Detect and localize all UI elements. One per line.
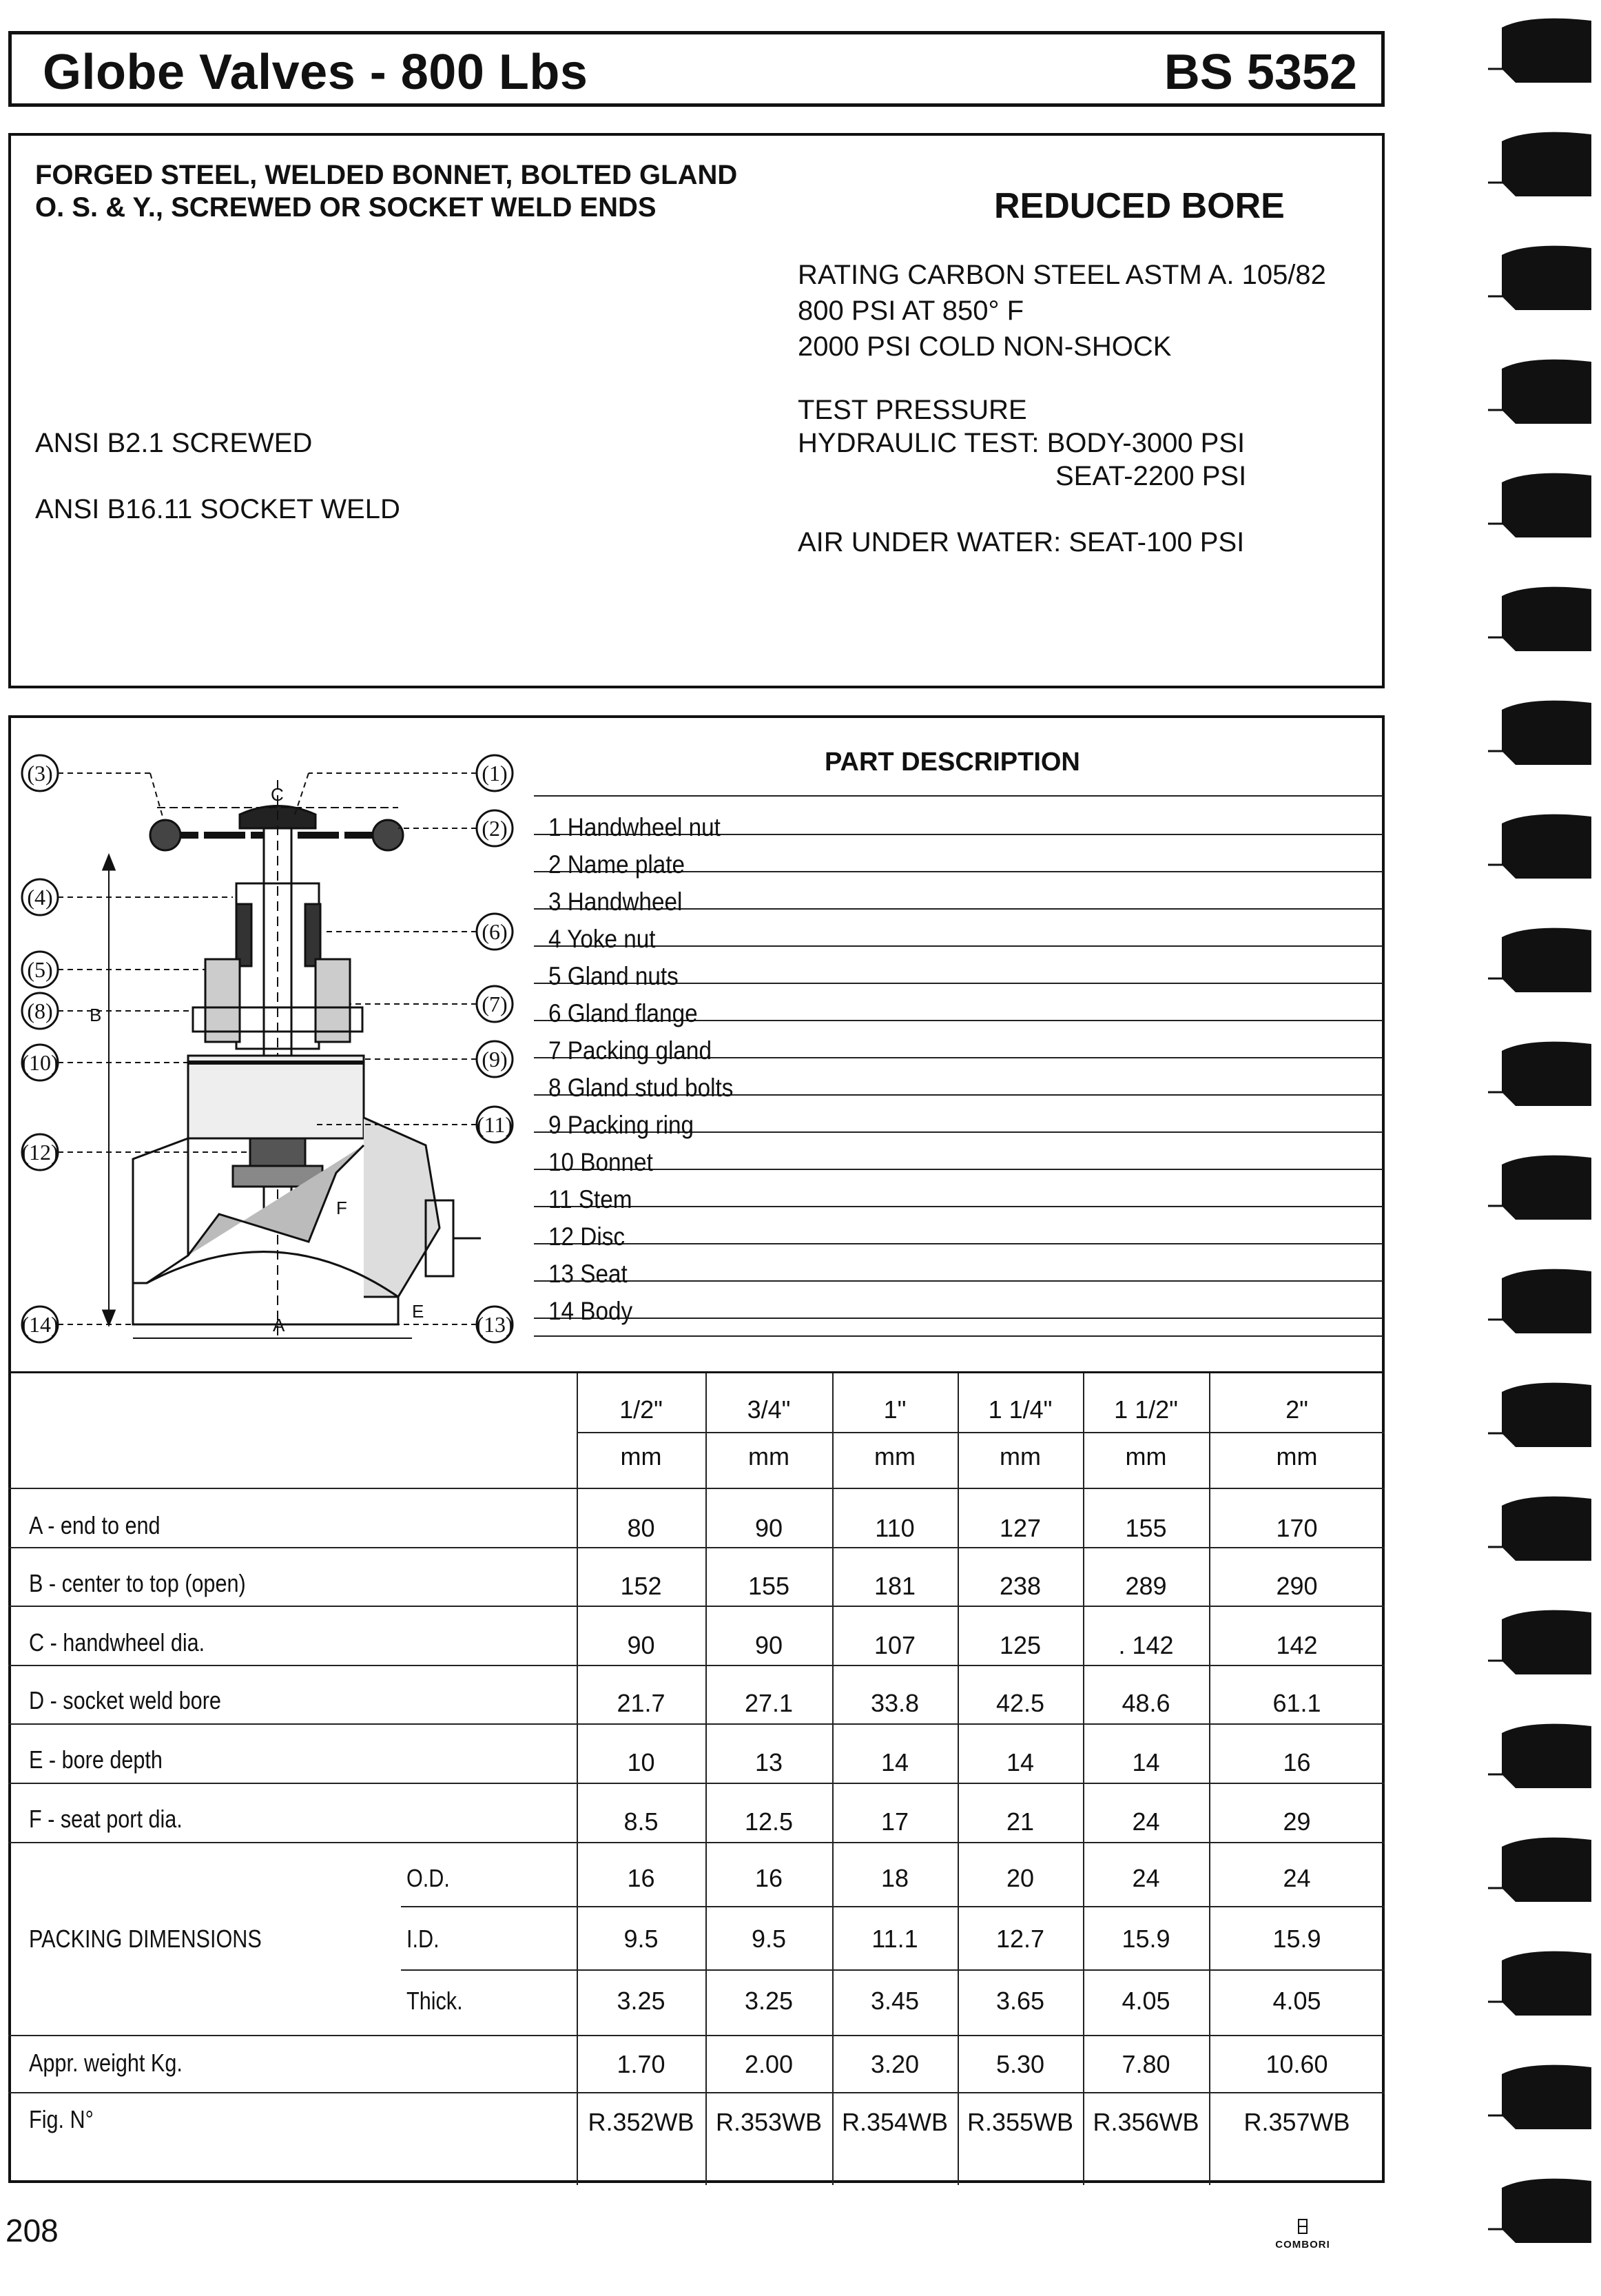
part-item: 3 Handwheel — [548, 888, 683, 916]
binding-ring-icon — [1488, 14, 1595, 83]
table-cell: 3.25 — [744, 1987, 794, 2015]
part-description-title: PART DESCRIPTION — [825, 748, 1080, 777]
valve-cross-section-diagram — [12, 732, 522, 1352]
table-rule — [8, 2035, 1385, 2036]
part-item: 13 Seat — [548, 1260, 628, 1288]
table-cell: 17 — [880, 1807, 909, 1836]
parts-rule — [534, 1206, 1383, 1207]
size-header: 1/2" — [619, 1395, 663, 1424]
table-cell: 181 — [874, 1572, 916, 1600]
part-item: 9 Packing ring — [548, 1111, 694, 1139]
table-cell: 12.5 — [744, 1807, 794, 1836]
table-column-rule — [1209, 1373, 1210, 2185]
table-cell: 9.5 — [751, 1925, 787, 1953]
table-cell: 2.00 — [744, 2050, 794, 2078]
table-cell: R.352WB — [588, 2108, 694, 2136]
part-item: 8 Gland stud bolts — [548, 1074, 734, 1102]
callout-12: (12) — [21, 1140, 59, 1165]
part-item: 11 Stem — [548, 1185, 632, 1213]
table-cell: 90 — [754, 1514, 783, 1542]
table-rule — [8, 1547, 1385, 1548]
table-rule — [8, 1488, 1385, 1489]
callout-8: (8) — [27, 998, 53, 1023]
parts-rule — [534, 1243, 1383, 1244]
table-cell: 107 — [874, 1631, 916, 1659]
construction-line-2: O. S. & Y., SCREWED OR SOCKET WELD ENDS — [35, 192, 657, 223]
table-cell: 24 — [1132, 1807, 1160, 1836]
unit-header: mm — [748, 1442, 789, 1470]
table-cell: 21 — [1006, 1807, 1035, 1836]
dim-label-c: C — [271, 784, 284, 805]
binding-ring-icon — [1488, 469, 1595, 537]
unit-header: mm — [1000, 1442, 1041, 1470]
table-rule — [8, 1783, 1385, 1784]
table-cell: 18 — [880, 1864, 909, 1892]
binding-ring-icon — [1488, 1606, 1595, 1674]
table-cell: 5.30 — [995, 2050, 1045, 2078]
table-cell: 4.05 — [1272, 1987, 1321, 2015]
binding-ring-icon — [1488, 2060, 1595, 2129]
binding-ring-icon — [1488, 1151, 1595, 1220]
row-label: C - handwheel dia. — [29, 1628, 205, 1657]
table-cell: 24 — [1132, 1864, 1160, 1892]
table-cell: 155 — [747, 1572, 790, 1600]
callout-1: (1) — [482, 761, 508, 786]
part-item: 14 Body — [548, 1297, 633, 1325]
table-cell: 125 — [999, 1631, 1042, 1659]
table-cell: 15.9 — [1272, 1925, 1321, 1953]
table-cell: 3.65 — [995, 1987, 1045, 2015]
table-cell: 29 — [1283, 1807, 1311, 1836]
table-rule — [8, 1842, 1385, 1843]
table-cell: 13 — [754, 1748, 783, 1776]
table-cell: 3.45 — [870, 1987, 920, 2015]
packing-sub-label: Thick. — [406, 1987, 463, 2015]
table-cell: 11.1 — [871, 1925, 918, 1953]
table-cell: 3.25 — [617, 1987, 665, 2015]
unit-header: mm — [620, 1442, 662, 1470]
part-item: 2 Name plate — [548, 850, 685, 879]
table-cell: 15.9 — [1122, 1925, 1170, 1953]
table-column-rule — [577, 1373, 578, 2185]
dim-label-e: E — [412, 1301, 424, 1322]
table-cell: 21.7 — [617, 1689, 665, 1717]
row-label: E - bore depth — [29, 1745, 163, 1774]
row-label: F - seat port dia. — [29, 1805, 183, 1833]
table-cell: 14 — [880, 1748, 909, 1776]
callout-3: (3) — [27, 761, 53, 786]
table-cell: . 142 — [1118, 1631, 1174, 1659]
table-rule — [8, 2092, 1385, 2093]
part-item: 6 Gland flange — [548, 999, 698, 1027]
table-cell: 16 — [754, 1864, 783, 1892]
table-cell: 48.6 — [1122, 1689, 1170, 1717]
size-header: 3/4" — [747, 1395, 791, 1424]
packing-sub-label: O.D. — [406, 1864, 450, 1892]
part-item: 10 Bonnet — [548, 1148, 653, 1176]
table-cell: 238 — [999, 1572, 1042, 1600]
spec-box — [8, 133, 1385, 688]
parts-rule — [534, 1169, 1383, 1170]
fig-label: Fig. N° — [29, 2105, 94, 2133]
table-cell: 3.20 — [870, 2050, 920, 2078]
test-seat: SEAT-2200 PSI — [1055, 461, 1247, 491]
binding-ring-icon — [1488, 2174, 1595, 2243]
callout-14: (14) — [21, 1312, 59, 1337]
packing-sub-label: I.D. — [406, 1925, 440, 1953]
dim-label-a: A — [273, 1315, 285, 1335]
construction-line-1: FORGED STEEL, WELDED BONNET, BOLTED GLAND — [35, 160, 738, 190]
table-rule — [8, 1723, 1385, 1725]
table-cell: 24 — [1283, 1864, 1311, 1892]
table-cell: 10 — [627, 1748, 655, 1776]
callout-10: (10) — [21, 1050, 59, 1075]
table-cell: 80 — [627, 1514, 655, 1542]
table-rule — [577, 1432, 1385, 1433]
parts-rule — [534, 1335, 1383, 1337]
table-rule — [8, 1665, 1385, 1666]
dim-label-f: F — [336, 1198, 347, 1218]
table-cell: 16 — [1283, 1748, 1311, 1776]
table-cell: 142 — [1276, 1631, 1318, 1659]
header-bar — [8, 31, 1385, 107]
binding-ring-icon — [1488, 1492, 1595, 1561]
table-cell: 27.1 — [744, 1689, 794, 1717]
ansi-socket: ANSI B16.11 SOCKET WELD — [35, 494, 400, 524]
callout-5: (5) — [27, 957, 53, 982]
table-cell: 33.8 — [870, 1689, 920, 1717]
binding-ring-icon — [1488, 127, 1595, 196]
callout-11: (11) — [476, 1112, 513, 1137]
binding-ring-icon — [1488, 923, 1595, 992]
ansi-screwed: ANSI B2.1 SCREWED — [35, 428, 313, 458]
page-title: Globe Valves - 800 Lbs — [43, 45, 588, 100]
page-number: 208 — [6, 2213, 59, 2248]
table-cell: 20 — [1006, 1864, 1035, 1892]
part-item: 12 Disc — [548, 1222, 626, 1251]
part-item: 5 Gland nuts — [548, 962, 679, 990]
bore-type: REDUCED BORE — [994, 186, 1285, 226]
parts-rule — [534, 1280, 1383, 1282]
part-item: 4 Yoke nut — [548, 925, 656, 953]
size-header: 1" — [883, 1395, 907, 1424]
parts-rule — [534, 795, 1383, 797]
size-header: 1 1/2" — [1114, 1395, 1178, 1424]
unit-header: mm — [1276, 1442, 1318, 1470]
table-cell: 14 — [1006, 1748, 1035, 1776]
table-rule — [401, 1969, 1385, 1971]
weight-label: Appr. weight Kg. — [29, 2049, 183, 2077]
parts-rule — [534, 1318, 1383, 1319]
table-cell: R.356WB — [1093, 2108, 1199, 2136]
binding-ring-icon — [1488, 355, 1595, 424]
binding-ring-icon — [1488, 1833, 1595, 1902]
binding-ring-icon — [1488, 582, 1595, 651]
unit-header: mm — [874, 1442, 916, 1470]
callout-7: (7) — [482, 992, 508, 1016]
table-cell: 155 — [1125, 1514, 1167, 1542]
callout-4: (4) — [27, 885, 53, 910]
table-cell: 290 — [1276, 1572, 1318, 1600]
table-cell: 7.80 — [1122, 2050, 1170, 2078]
row-label: D - socket weld bore — [29, 1686, 221, 1714]
callout-2: (2) — [482, 816, 508, 841]
table-cell: 8.5 — [623, 1807, 659, 1836]
logo-mark-icon — [1296, 2219, 1310, 2234]
table-cell: 12.7 — [995, 1925, 1045, 1953]
table-cell: 14 — [1132, 1748, 1160, 1776]
size-header: 2" — [1285, 1395, 1308, 1424]
table-cell: 9.5 — [623, 1925, 659, 1953]
table-cell: 42.5 — [995, 1689, 1045, 1717]
table-rule — [8, 1606, 1385, 1607]
logo-text: COMBORI — [1275, 2239, 1330, 2251]
row-label: B - center to top (open) — [29, 1569, 246, 1597]
air-test: AIR UNDER WATER: SEAT-100 PSI — [798, 527, 1245, 557]
binding-ring-icon — [1488, 696, 1595, 765]
binding-ring-icon — [1488, 1378, 1595, 1447]
table-cell: 10.60 — [1266, 2050, 1328, 2078]
row-label: A - end to end — [29, 1511, 161, 1539]
part-item: 7 Packing gland — [548, 1036, 712, 1065]
test-title: TEST PRESSURE — [798, 395, 1027, 425]
table-cell: 90 — [627, 1631, 655, 1659]
table-cell: 4.05 — [1122, 1987, 1170, 2015]
size-header: 1 1/4" — [988, 1395, 1053, 1424]
table-cell: 170 — [1276, 1514, 1318, 1542]
table-cell: R.353WB — [715, 2108, 823, 2136]
callout-13: (13) — [476, 1312, 513, 1337]
table-cell: 289 — [1125, 1572, 1167, 1600]
table-rule — [401, 1906, 1385, 1907]
rating-line-3: 2000 PSI COLD NON-SHOCK — [798, 331, 1172, 362]
parts-rule — [534, 945, 1383, 947]
table-cell: R.354WB — [841, 2108, 949, 2136]
binding-ring-icon — [1488, 1719, 1595, 1788]
table-cell: 110 — [875, 1514, 915, 1542]
table-cell: 152 — [620, 1572, 662, 1600]
table-cell: 127 — [999, 1514, 1042, 1542]
standard-code: BS 5352 — [1164, 45, 1357, 100]
table-cell: 90 — [754, 1631, 783, 1659]
binding-ring-icon — [1488, 810, 1595, 879]
table-cell: 61.1 — [1272, 1689, 1321, 1717]
table-cell: 16 — [627, 1864, 655, 1892]
packing-label: PACKING DIMENSIONS — [29, 1925, 262, 1953]
table-cell: R.357WB — [1243, 2108, 1350, 2136]
rating-line-2: 800 PSI AT 850° F — [798, 296, 1024, 326]
binding-ring-icon — [1488, 1037, 1595, 1106]
binding-ring-icon — [1488, 1947, 1595, 2016]
unit-header: mm — [1125, 1442, 1167, 1470]
part-item: 1 Handwheel nut — [548, 813, 721, 841]
callout-9: (9) — [482, 1047, 508, 1072]
binding-ring-icon — [1488, 241, 1595, 310]
publisher-logo — [1258, 2219, 1347, 2251]
binding-ring-icon — [1488, 1264, 1595, 1333]
callout-6: (6) — [482, 919, 508, 944]
table-cell: 1.70 — [617, 2050, 665, 2078]
dimension-table — [8, 1371, 1385, 2183]
dim-label-b: B — [90, 1005, 102, 1025]
test-body: HYDRAULIC TEST: BODY-3000 PSI — [798, 428, 1246, 458]
table-cell: R.355WB — [967, 2108, 1074, 2136]
rating-line-1: RATING CARBON STEEL ASTM A. 105/82 — [798, 260, 1326, 290]
